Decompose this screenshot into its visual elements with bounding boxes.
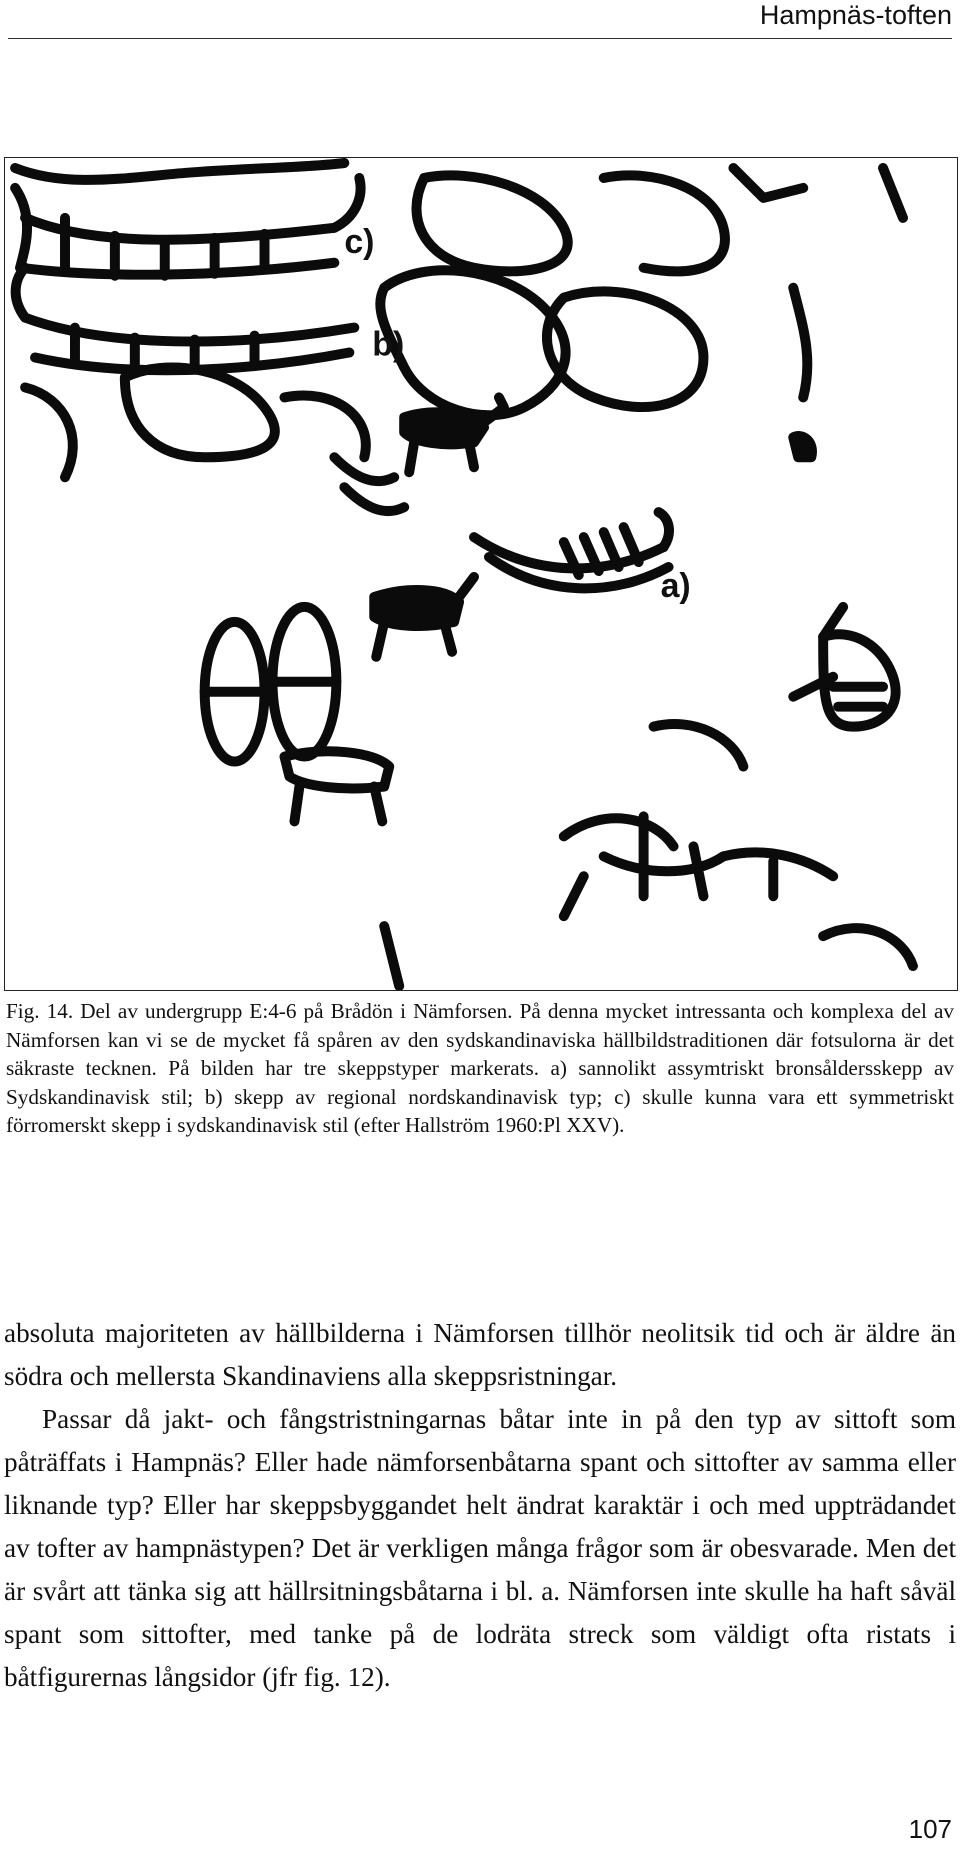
elk-figure-upper	[404, 397, 504, 472]
foot-soles	[205, 607, 337, 762]
human-animal-group-bottom	[564, 724, 833, 916]
body-paragraph-2: Passar då jakt- och fångstristningarnas båtar inte in på den typ av sittoft som påträffats i Hampnäs? Eller hade nämforsenbåtarna spant och sittofter av samma eller liknande typ? Eller har skeppsbyggandet helt ändrat karaktär i och med uppträdandet av tofter av hampnästypen? Det är verkligen många frågor som är obesvarade. Men det är svårt att tänka sig att hällrsitningsbåtarna i bl. a. Nämforsen inte skulle ha haft såväl spant som sittofter, med tanke på de lodräta streck som väldigt ofta ristats i båtfigurernas långsidor (jfr fig. 12).	[4, 1404, 956, 1692]
running-header-title: Hampnäs-toften	[759, 0, 952, 30]
label-a: a)	[660, 566, 691, 605]
ship-group-c	[15, 163, 360, 276]
reindeer-figure-right	[793, 607, 895, 727]
figure-caption: Fig. 14. Del av undergrupp E:4-6 på Brådön i Nämforsen. På denna mycket intressanta och komplexa del av Nämforsen kan vi se de mycket få spåren av den sydskandinaviska hällbildstraditionen där fotsulorna är det säkraste tecknen. På bilden har tre skeppstyper markerats. a) sannolikt assymtriskt bronsåldersskepp av Sydskandinavisk stil; b) skepp av regional nordskandinavisk typ; c) skulle kunna vara ett symmetriskt förromerskt skepp i sydskandinavisk stil (efter Hallström 1960:Pl XXV).	[6, 999, 954, 1137]
ship-a	[474, 512, 669, 588]
figure-rock-carvings	[4, 157, 958, 991]
body-paragraph-1: absoluta majoriteten av hällbilderna i Nämforsen tillhör neolitsik tid och är äldre än södra och mellersta Skandinaviens alla skeppsristningar.	[4, 1318, 956, 1391]
page-number: 107	[908, 1814, 952, 1844]
label-b: b)	[372, 325, 405, 364]
label-c: c)	[344, 222, 375, 261]
elk-figure-lower	[284, 751, 389, 821]
body-text	[4, 1312, 956, 1699]
header-rule	[8, 38, 952, 39]
elk-figure-middle	[374, 577, 474, 657]
ship-group-b	[16, 268, 355, 372]
rock-carving-illustration	[5, 158, 957, 990]
